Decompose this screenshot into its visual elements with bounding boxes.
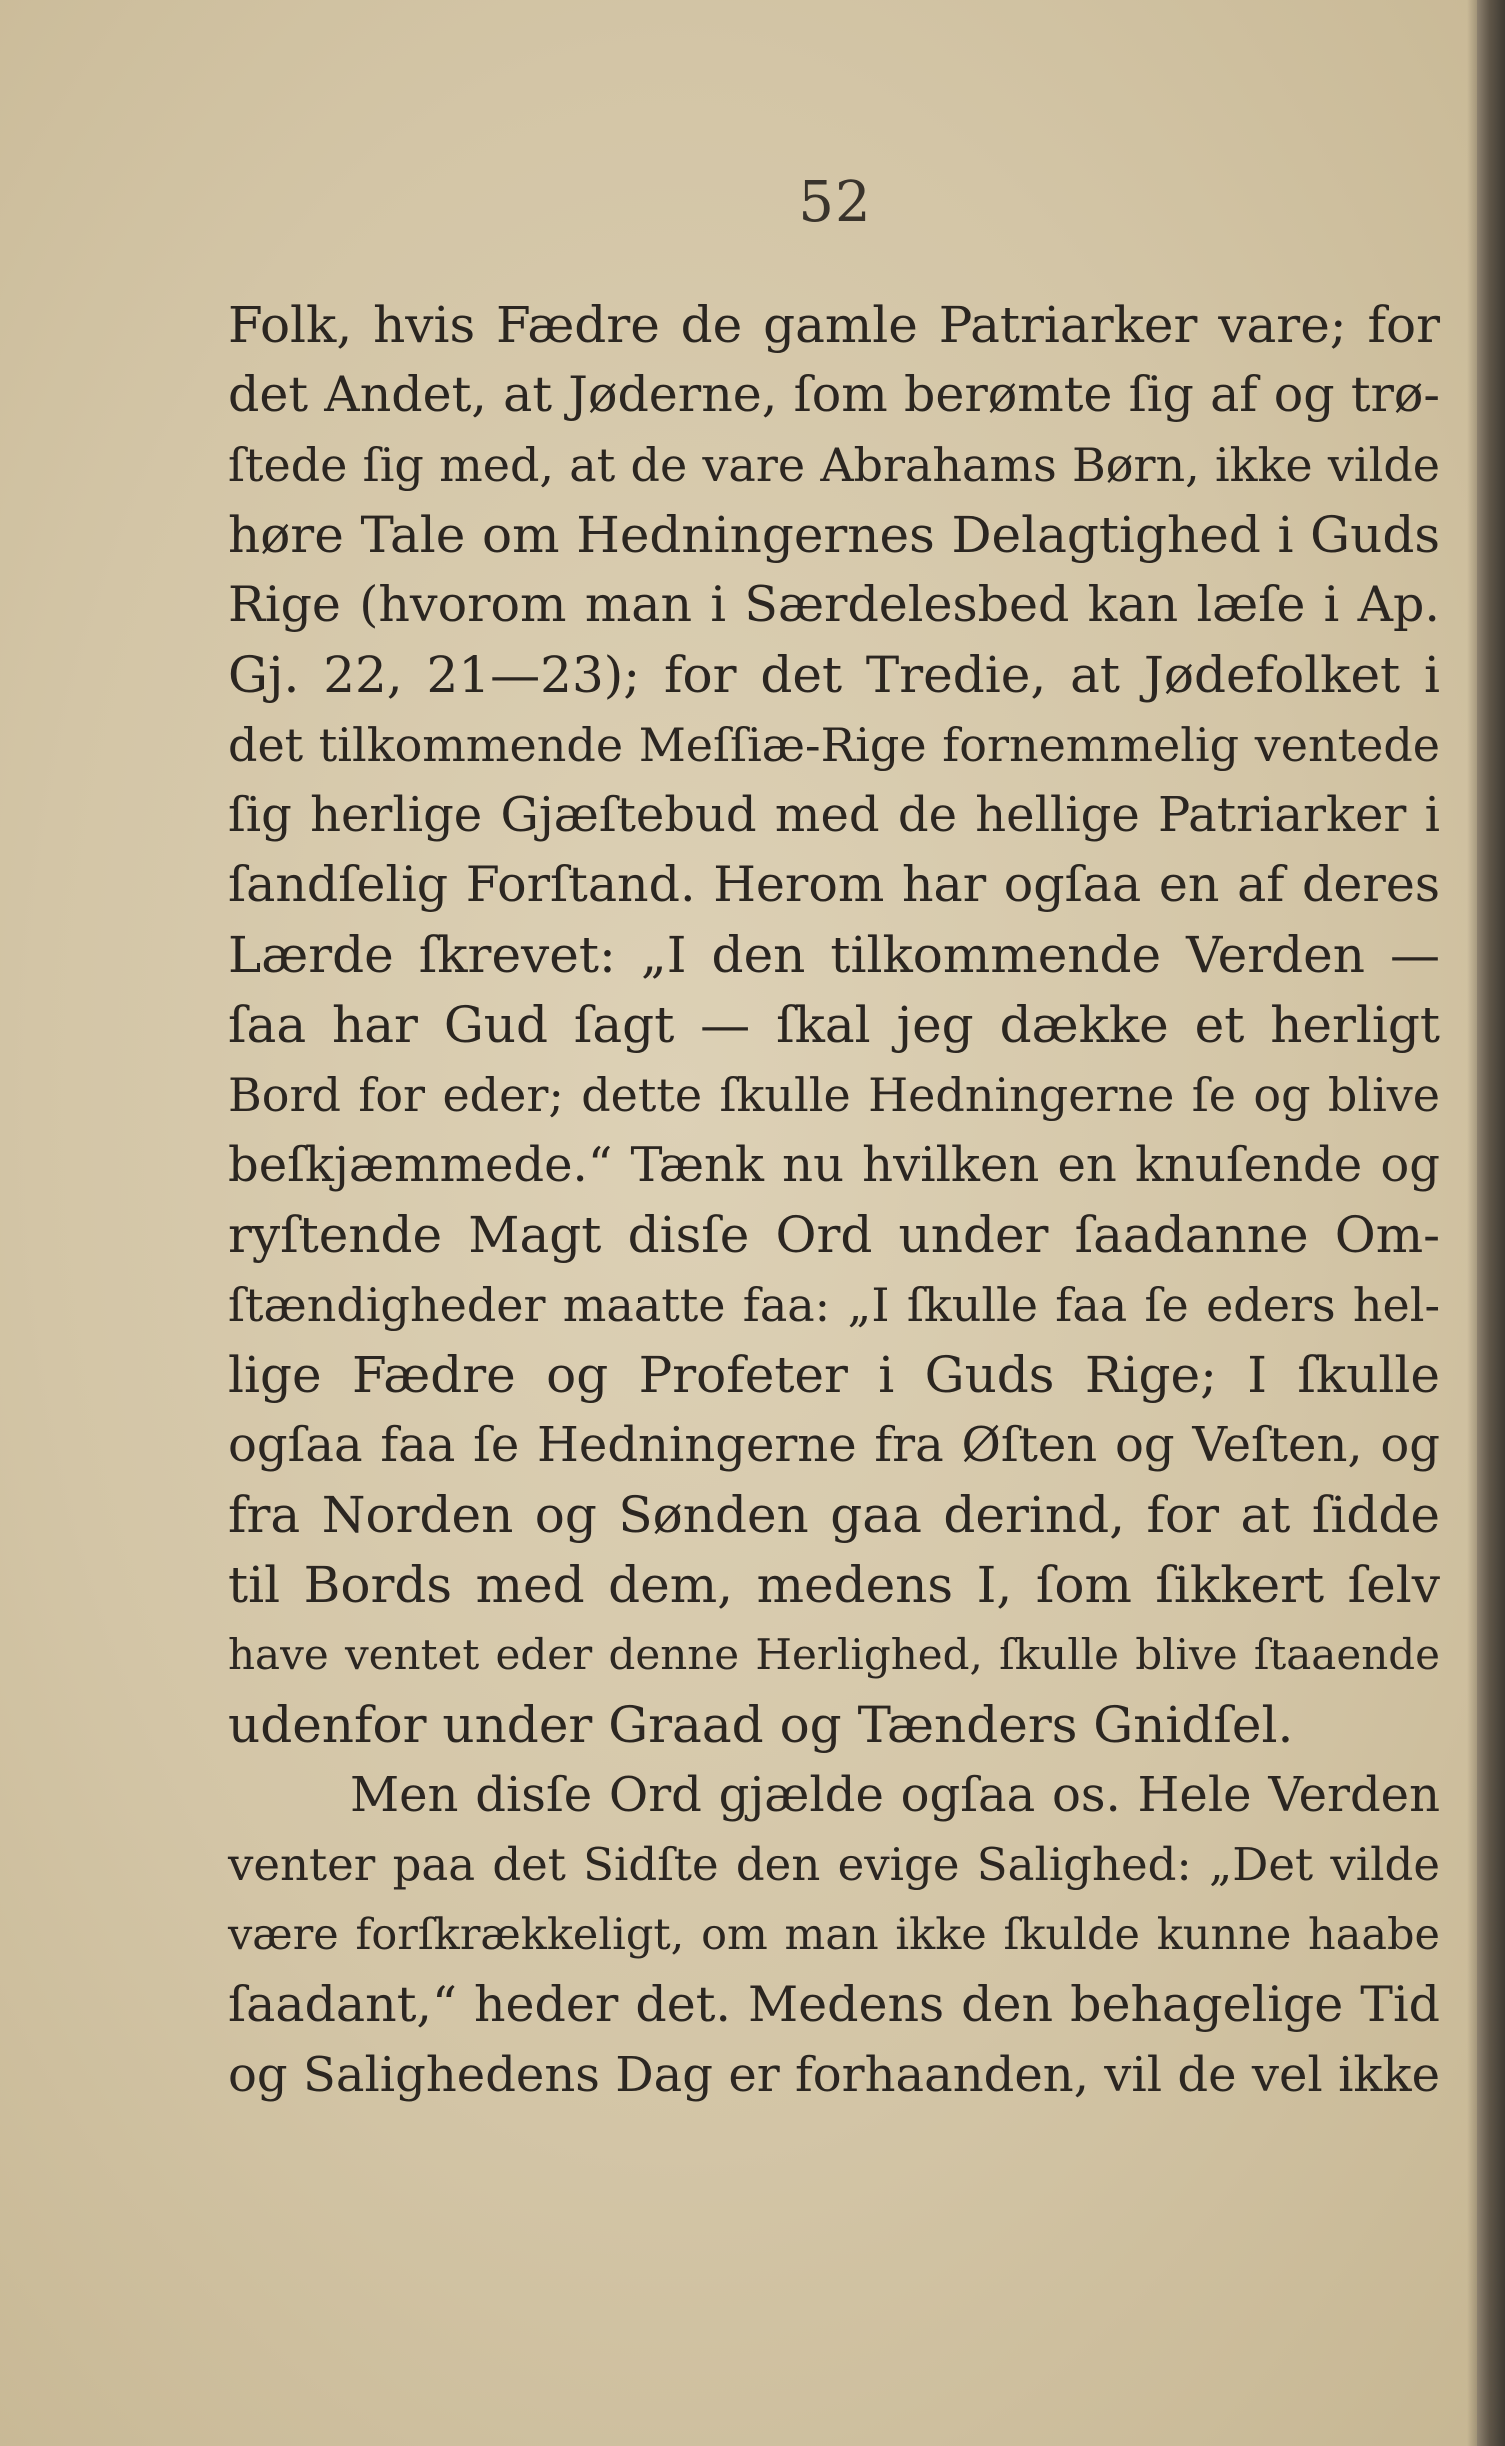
text-line: fra Norden og Sønden gaa derind, for at ſidde bbox=[228, 1486, 1440, 1544]
text-line: have ventet eder denne Herlighed, ſkulle blive ſtaaende bbox=[228, 1630, 1440, 1679]
text-line: venter paa det Sidſte den evige Salighed: „Det vilde bbox=[228, 1838, 1440, 1891]
page-number: 52 bbox=[798, 170, 872, 235]
text-line: Folk, hvis Fædre de gamle Patriarker vare; for bbox=[228, 296, 1440, 354]
text-line: ryſtende Magt disſe Ord under ſaadanne Om- bbox=[228, 1206, 1440, 1264]
text-line: Bord for eder; dette ſkulle Hedningerne ſe og blive bbox=[228, 1068, 1440, 1122]
text-line: være forſkrækkeligt, om man ikke ſkulde kunne haabe bbox=[228, 1910, 1440, 1960]
text-line: udenfor under Graad og Tænders Gnidſel. bbox=[228, 1696, 1294, 1754]
text-line: Gj. 22, 21—23); for det Tredie, at Jødefolket i bbox=[228, 646, 1440, 704]
text-line: det tilkommende Meſſiæ-Rige fornemmelig ventede bbox=[228, 718, 1440, 772]
text-line: ſaadant,“ heder det. Medens den behagelige Tid bbox=[228, 1976, 1440, 2033]
text-line: det Andet, at Jøderne, ſom berømte ſig af og trø- bbox=[228, 366, 1440, 423]
text-line: Lærde ſkrevet: „I den tilkommende Verden — bbox=[228, 926, 1440, 984]
text-line: lige Fædre og Profeter i Guds Rige; I ſkulle bbox=[228, 1346, 1440, 1404]
book-edge bbox=[1477, 0, 1505, 2446]
text-line: ſig herlige Gjæſtebud med de hellige Patriarker i bbox=[228, 787, 1440, 843]
text-line: ogſaa faa ſe Hedningerne fra Øſten og Veſten, og bbox=[228, 1417, 1440, 1473]
text-line: ſtede ſig med, at de vare Abrahams Børn, ikke vilde bbox=[228, 438, 1440, 492]
text-line: Rige (hvorom man i Særdelesbed kan læſe i Ap. bbox=[228, 576, 1440, 633]
text-line: ſtændigheder maatte faa: „I ſkulle faa ſe eders hel- bbox=[228, 1278, 1440, 1332]
text-line: Men disſe Ord gjælde ogſaa os. Hele Verden bbox=[350, 1767, 1440, 1823]
body-text bbox=[228, 290, 1440, 2110]
text-line: og Salighedens Dag er forhaanden, vil de vel ikke bbox=[228, 2047, 1440, 2103]
text-line: ſandſelig Forſtand. Herom har ogſaa en af deres bbox=[228, 856, 1440, 913]
text-line: beſkjæmmede.“ Tænk nu hvilken en knuſende og bbox=[228, 1137, 1440, 1193]
page-edge-shadow bbox=[1467, 0, 1477, 2446]
text-line: ſaa har Gud ſagt — ſkal jeg dække et herligt bbox=[228, 996, 1440, 1054]
text-line: høre Tale om Hedningernes Delagtighed i Guds bbox=[228, 506, 1440, 564]
text-line: til Bords med dem, medens I, ſom ſikkert ſelv bbox=[228, 1556, 1440, 1614]
